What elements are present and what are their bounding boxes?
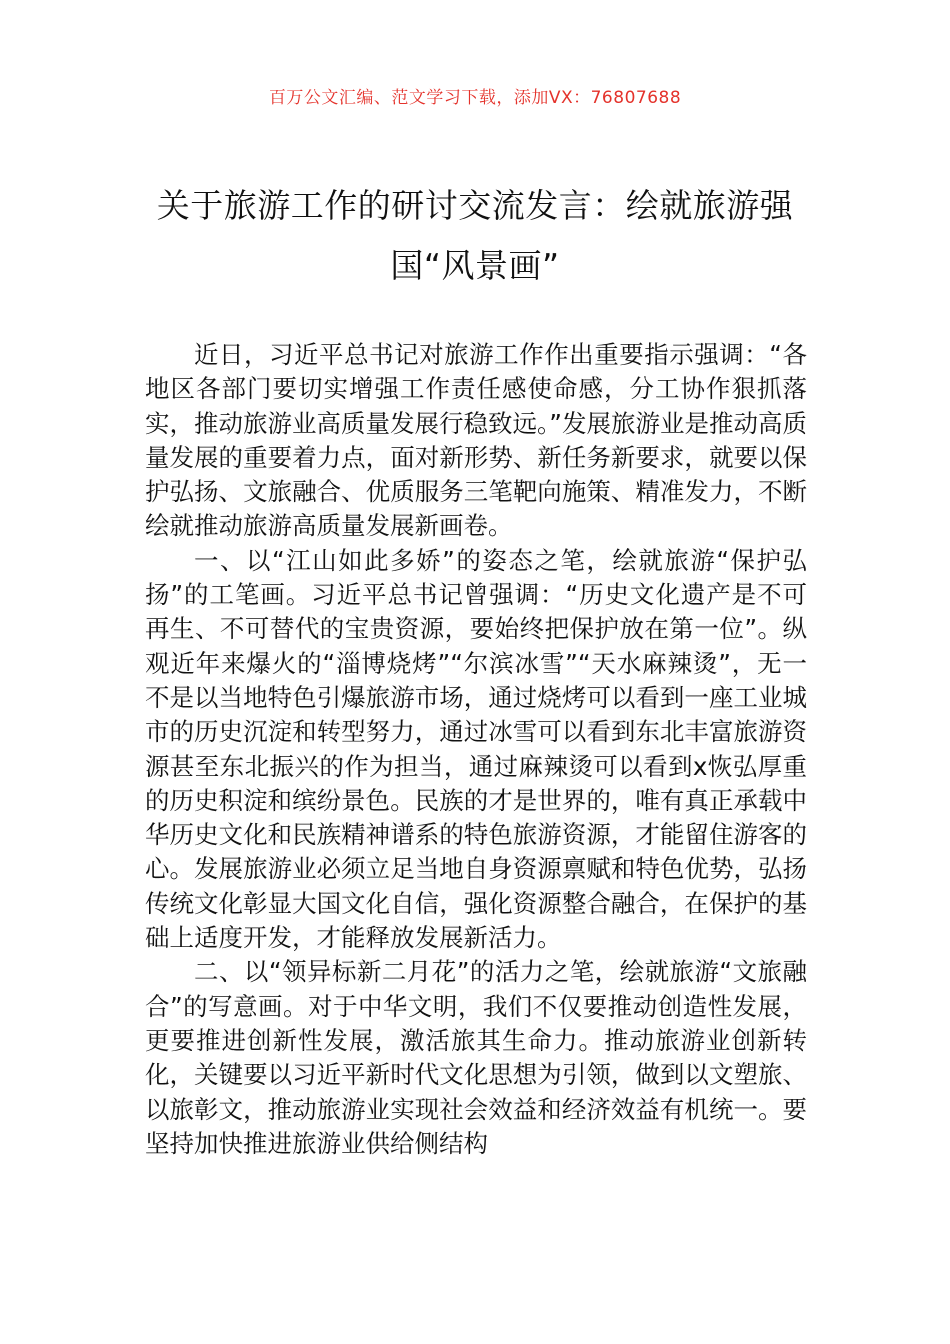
- document-title: 关于旅游工作的研讨交流发言：绘就旅游强国“风景画”: [156, 186, 794, 285]
- paragraph-section-2: 二、以“领异标新二月花”的活力之笔，绘就旅游“文旅融合”的写意画。对于中华文明，我们不仅要推动创造性发展，更要推进创新性发展，激活旅其生命力。推动旅游业创新转化，关键要以习近平新时代文化思想为引领，做到以文塑旅、以旅彰文，推动旅游业实现社会效益和经济效益有机统一。要坚持加快推进旅游业供给侧结构: [145, 957, 807, 1158]
- paragraph-section-1: 一、以“江山如此多娇”的姿态之笔，绘就旅游“保护弘扬”的工笔画。习近平总书记曾强调：“历史文化遗产是不可再生、不可替代的宝贵资源，要始终把保护放在第一位”。纵观近年来爆火的“淄博烧烤”“尔滨冰雪”“天水麻辣烫”，无一不是以当地特色引爆旅游市场，通过烧烤可以看到一座工业城市的历史沉淀和转型努力，通过冰雪可以看到东北丰富旅游资源甚至东北振兴的作为担当，通过麻辣烫可以看到x恢弘厚重的历史积淀和缤纷景色。民族的才是世界的，唯有真正承载中华历史文化和民族精神谱系的特色旅游资源，才能留住游客的心。发展旅游业必须立足当地自身资源禀赋和特色优势，弘扬传统文化彰显大国文化自信，强化资源整合融合，在保护的基础上适度开发，才能释放发展新活力。: [145, 545, 807, 953]
- document-body: [145, 338, 807, 1161]
- paragraph-intro: 近日，习近平总书记对旅游工作作出重要指示强调：“各地区各部门要切实增强工作责任感使命感，分工协作狠抓落实，推动旅游业高质量发展行稳致远。”发展旅游业是推动高质量发展的重要着力点，面对新形势、新任务新要求，就要以保护弘扬、文旅融合、优质服务三笔靶向施策、精准发力，不断绘就推动旅游高质量发展新画卷。: [145, 340, 807, 541]
- watermark-header: 百万公文汇编、范文学习下载，添加VX：76807688: [268, 88, 682, 108]
